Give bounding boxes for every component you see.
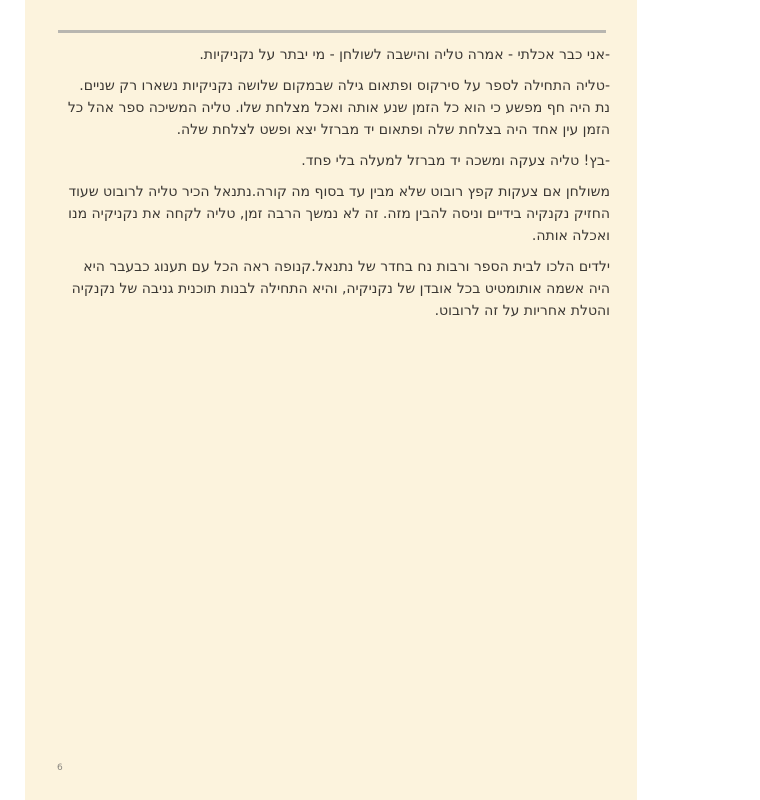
story-text <box>65 44 610 331</box>
page-number: 6 <box>57 763 63 773</box>
book-page <box>25 0 637 800</box>
paragraph-3: -בץ! טליה צעקה ומשכה יד מברזל למעלה בלי פחד. <box>301 153 610 169</box>
paragraph-2: -טליה התחילה לספר על סירקוס ופתאום גילה שבמקום שלושה נקניקיות נשארו רק שניים. נת היה חף מפשע כי הוא כל הזמן שנע אותה ואכל מצלחת שלו. טליה המשיכה ספר אהל כל הזמן עין אחד היה בצלחת שלה ופתאום יד מברזל יצא ופשט לצלחת שלה. <box>67 78 610 138</box>
paragraph-4: משולחן אם צעקות קפץ רובוט שלא מבין עד בסוף מה קורה.נתנאל הכיר טליה לרובוט שעוד החזיק נקנקיה בידיים וניסה להבין מזה. זה לא נמשך הרבה זמן, טליה לקחה את נקניקיה מנו ואכלה אותה. <box>68 184 610 244</box>
paragraph-1: -אני כבר אכלתי - אמרה טליה והישבה לשולחן - מי יבתר על נקניקיות. <box>199 47 610 63</box>
paragraph-5: ילדים הלכו לבית הספר ורבות נח בחדר של נתנאל.קנופה ראה הכל עם תענוג כבעבר היא היה אשמה אותומטיט בכל אובדן של נקניקיה, והיא התחילה לבנות תוכנית גניבה של נקנקיה והטלת אחריות על זה לרובוט. <box>71 259 610 319</box>
top-divider-rule <box>58 30 606 33</box>
